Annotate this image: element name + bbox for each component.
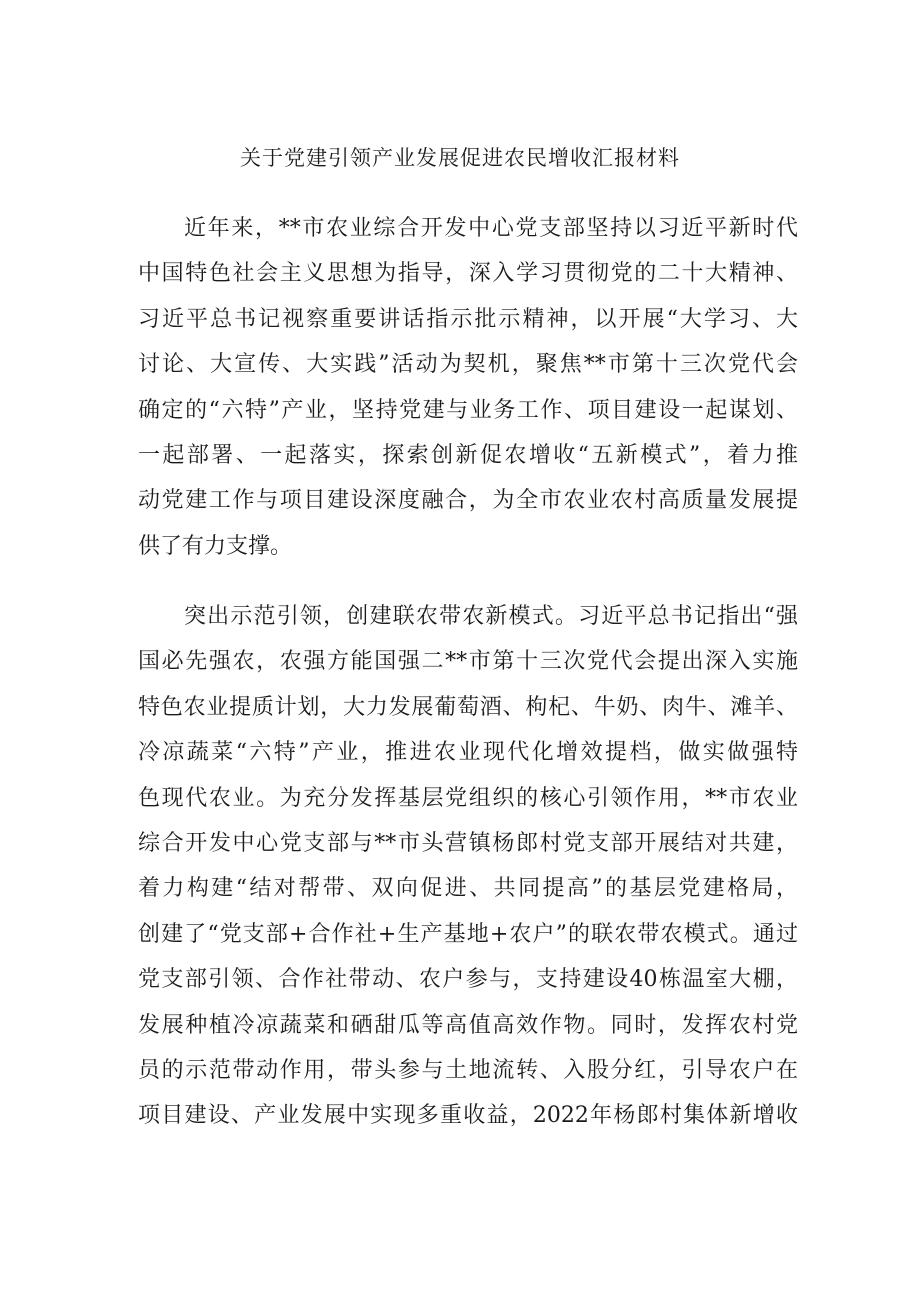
- paragraph-line: 讨论、大宣传、大实践”活动为契机，聚焦**市第十三次党代会: [138, 352, 798, 378]
- paragraph-line: 动党建工作与项目建设深度融合，为全市农业农村高质量发展提: [138, 488, 798, 514]
- paragraph-line: 一起部署、一起落实，探索创新促农增收“五新模式”，着力推: [138, 442, 798, 468]
- paragraph-line: 创建了“党支部+合作社+生产基地+农户”的联农带农模式。通过: [138, 921, 798, 947]
- paragraph-line: 突出示范引领，创建联农带农新模式。习近平总书记指出“强: [184, 604, 798, 629]
- paragraph-model: [138, 594, 798, 1139]
- paragraph-line: 确定的“六特”产业，坚持党建与业务工作、项目建设一起谋划、: [138, 397, 798, 423]
- paragraph-line: 着力构建“结对帮带、双向促进、共同提高”的基层党建格局，: [138, 876, 798, 902]
- paragraph-line: 冷凉蔬菜“六特”产业，推进农业现代化增效提档，做实做强特: [138, 740, 798, 766]
- paragraph-line: 近年来，**市农业综合开发中心党支部坚持以习近平新时代: [184, 216, 798, 241]
- paragraph-intro: [138, 206, 798, 569]
- paragraph-line: 习近平总书记视察重要讲话指示批示精神，以开展“大学习、大: [138, 306, 798, 332]
- document-title: 关于党建引领产业发展促进农民增收汇报材料: [240, 146, 680, 170]
- paragraph-line: 色现代农业。为充分发挥基层党组织的核心引领作用，**市农业: [138, 785, 798, 811]
- paragraph-line: 供了有力支撑。: [138, 533, 293, 559]
- paragraph-line: 中国特色社会主义思想为指导，深入学习贯彻党的二十大精神、: [138, 261, 798, 287]
- paragraph-line: 国必先强农，农强方能国强二**市第十三次党代会提出深入实施: [138, 649, 798, 675]
- paragraph-line: 党支部引领、合作社带动、农户参与，支持建设40栋温室大棚，: [138, 967, 798, 993]
- paragraph-line: 发展种植冷凉蔬菜和硒甜瓜等高值高效作物。同时，发挥农村党: [138, 1012, 798, 1038]
- paragraph-line: 特色农业提质计划，大力发展葡萄酒、枸杞、牛奶、肉牛、滩羊、: [138, 694, 798, 720]
- paragraph-line: 综合开发中心党支部与**市头营镇杨郎村党支部开展结对共建，: [138, 830, 798, 856]
- paragraph-line: 项目建设、产业发展中实现多重收益，2022年杨郎村集体新增收: [138, 1103, 798, 1129]
- paragraph-line: 员的示范带动作用，带头参与土地流转、入股分红，引导农户在: [138, 1057, 798, 1083]
